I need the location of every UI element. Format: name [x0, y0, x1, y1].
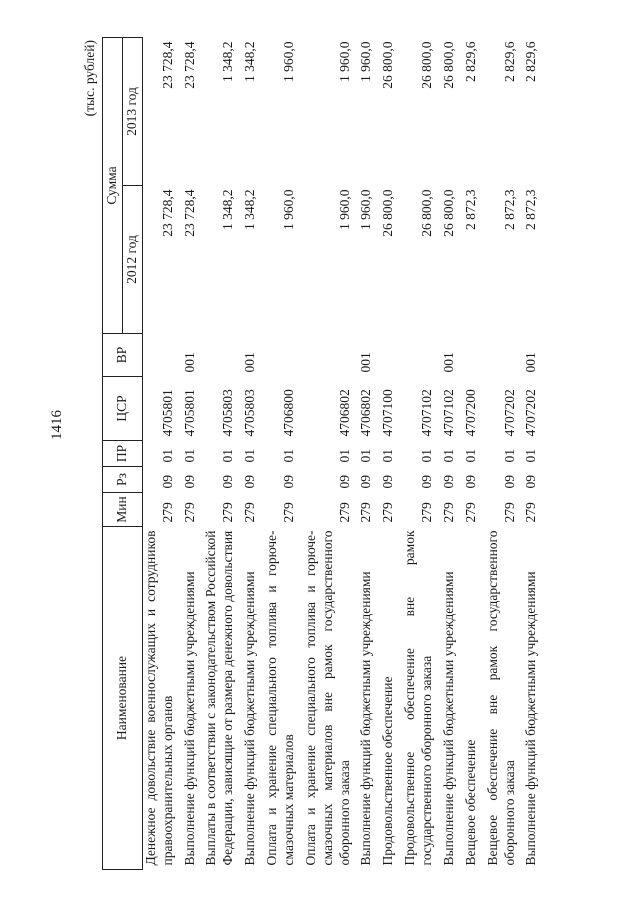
table-row — [463, 37, 485, 869]
row-vr — [264, 334, 303, 377]
row-csr: 4706802 — [336, 389, 352, 437]
row-2013: 1 960,0 — [280, 41, 296, 82]
row-vr: 001 — [358, 352, 374, 373]
row-pr: 01 — [242, 449, 258, 463]
page-number: 1416 — [49, 410, 65, 440]
row-rz: 09 — [440, 475, 456, 489]
row-2013: 23 728,4 — [181, 41, 197, 89]
row-rz: 09 — [181, 475, 197, 489]
row-pr: 01 — [419, 449, 434, 463]
row-pr: 01 — [380, 449, 396, 463]
row-min: 279 — [440, 502, 456, 523]
row-rz: 09 — [220, 475, 236, 489]
row-min: 279 — [358, 502, 374, 523]
row-2013: 1 348,2 — [220, 41, 236, 82]
row-pr: 01 — [523, 449, 539, 463]
row-csr: 4707100 — [380, 389, 396, 437]
header-row-1 — [103, 37, 123, 869]
row-name: Выполнение функций бюджетными учреждениями — [242, 571, 258, 866]
row-pr: 01 — [336, 449, 352, 463]
row-name: Оплата и хранение специального топлива и горюче-смазочных материалов — [264, 530, 296, 866]
row-vr — [142, 334, 181, 377]
header-csr: ЦСР — [103, 377, 143, 441]
row-min: 279 — [181, 502, 197, 523]
row-min: 279 — [159, 502, 175, 523]
row-csr: 4707202 — [523, 389, 539, 437]
row-pr: 01 — [280, 449, 296, 463]
row-2013: 26 800,0 — [380, 41, 396, 89]
row-min: 279 — [220, 502, 236, 523]
row-csr: 4707102 — [440, 389, 456, 437]
row-2012: 23 728,4 — [181, 189, 197, 237]
row-2012: 1 348,2 — [220, 189, 236, 230]
row-name: Вещевое обеспечение — [462, 739, 478, 866]
row-pr: 01 — [440, 449, 456, 463]
row-vr — [203, 334, 242, 377]
row-rz: 09 — [380, 475, 396, 489]
row-pr: 01 — [220, 449, 236, 463]
rotated-page-content — [80, 38, 560, 870]
header-rz: Рз — [103, 467, 143, 493]
row-csr: 4706802 — [358, 389, 374, 437]
row-min: 279 — [419, 502, 434, 523]
row-2012: 1 348,2 — [242, 189, 258, 230]
row-name: Выполнение функций бюджетными учреждениями — [523, 571, 539, 866]
row-rz: 09 — [358, 475, 374, 489]
header-2012: 2012 год — [122, 186, 142, 334]
row-2013: 26 800,0 — [419, 41, 434, 89]
row-vr — [303, 334, 359, 377]
table-row — [142, 37, 181, 869]
row-csr: 4706800 — [280, 389, 296, 437]
row-csr: 4707202 — [501, 389, 517, 437]
row-2013: 2 829,6 — [523, 41, 539, 82]
row-name: Продовольственное обеспечение — [380, 676, 396, 866]
table-row — [264, 37, 303, 869]
row-min: 279 — [501, 502, 517, 523]
row-min: 279 — [280, 502, 296, 523]
header-2013: 2013 год — [122, 37, 142, 185]
row-csr: 4707200 — [462, 389, 478, 437]
header-min: Мин — [103, 493, 143, 527]
row-2013: 23 728,4 — [159, 41, 175, 89]
row-pr: 01 — [358, 449, 374, 463]
row-2012: 26 800,0 — [440, 189, 456, 237]
table-row — [441, 37, 463, 869]
row-rz: 09 — [336, 475, 352, 489]
row-name: Выполнение функций бюджетными учреждениями — [358, 571, 374, 866]
row-pr: 01 — [501, 449, 517, 463]
row-2012: 1 960,0 — [358, 189, 374, 230]
row-name: Выплаты в соответствии с законодательством Российской Федерации, зависящие от размера денежного довольствия — [203, 530, 236, 866]
row-vr: 001 — [242, 352, 258, 373]
row-vr — [463, 334, 485, 377]
row-csr: 4705801 — [181, 389, 197, 437]
row-2013: 1 960,0 — [358, 41, 374, 82]
table-row — [242, 37, 264, 869]
row-rz: 09 — [159, 475, 175, 489]
row-vr — [402, 334, 441, 377]
row-2012: 26 800,0 — [380, 189, 396, 237]
row-2012: 1 960,0 — [280, 189, 296, 230]
row-rz: 09 — [501, 475, 517, 489]
row-name: Оплата и хранение специального топлива и горюче-смазочных материалов вне рамок государственного оборонного заказа — [302, 530, 352, 866]
table-row — [182, 37, 204, 869]
table-row — [203, 37, 242, 869]
row-2012: 1 960,0 — [336, 189, 352, 230]
row-rz: 09 — [462, 475, 478, 489]
row-csr: 4705803 — [220, 389, 236, 437]
row-2013: 2 829,6 — [501, 41, 517, 82]
row-csr: 4705801 — [159, 389, 175, 437]
row-2013: 26 800,0 — [440, 41, 456, 89]
table-row — [485, 37, 524, 869]
table-row — [402, 37, 441, 869]
row-name: Денежное довольствие военнослужащих и сотрудников правоохранительных органов — [142, 530, 175, 866]
units-note: (тыс. рублей) — [82, 40, 97, 117]
row-name: Вещевое обеспечение вне рамок государственного оборонного заказа — [484, 530, 517, 866]
row-vr — [380, 334, 402, 377]
row-rz: 09 — [280, 475, 296, 489]
row-name: Выполнение функций бюджетными учреждениями — [181, 571, 197, 866]
row-csr: 4707102 — [419, 389, 434, 437]
row-csr: 4705803 — [242, 389, 258, 437]
row-pr: 01 — [181, 449, 197, 463]
row-min: 279 — [380, 502, 396, 523]
row-2012: 26 800,0 — [419, 189, 434, 237]
header-vr: ВР — [103, 334, 143, 377]
header-pr: ПР — [103, 441, 143, 467]
row-min: 279 — [336, 502, 352, 523]
row-2013: 2 829,6 — [462, 41, 478, 82]
row-rz: 09 — [523, 475, 539, 489]
row-min: 279 — [242, 502, 258, 523]
row-vr: 001 — [181, 352, 197, 373]
row-vr: 001 — [440, 352, 456, 373]
row-pr: 01 — [159, 449, 175, 463]
row-name: Продовольственное обеспечение вне рамок государственного оборонного заказа — [402, 530, 434, 866]
row-vr — [485, 334, 524, 377]
row-name: Выполнение функций бюджетными учреждениями — [440, 571, 456, 866]
row-2013: 1 348,2 — [242, 41, 258, 82]
row-2012: 2 872,3 — [523, 189, 539, 230]
header-sum: Сумма — [103, 37, 123, 333]
row-min: 279 — [462, 502, 478, 523]
row-pr: 01 — [462, 449, 478, 463]
row-vr: 001 — [523, 352, 539, 373]
row-2012: 2 872,3 — [462, 189, 478, 230]
table-row — [380, 37, 402, 869]
table-row — [523, 37, 545, 869]
header-name: Наименование — [103, 527, 143, 870]
row-rz: 09 — [419, 475, 434, 489]
budget-table — [102, 37, 545, 870]
row-min: 279 — [523, 502, 539, 523]
table-row — [303, 37, 359, 869]
row-2012: 23 728,4 — [159, 189, 175, 237]
table-row — [358, 37, 380, 869]
row-2012: 2 872,3 — [501, 189, 517, 230]
row-rz: 09 — [242, 475, 258, 489]
row-2013: 1 960,0 — [336, 41, 352, 82]
